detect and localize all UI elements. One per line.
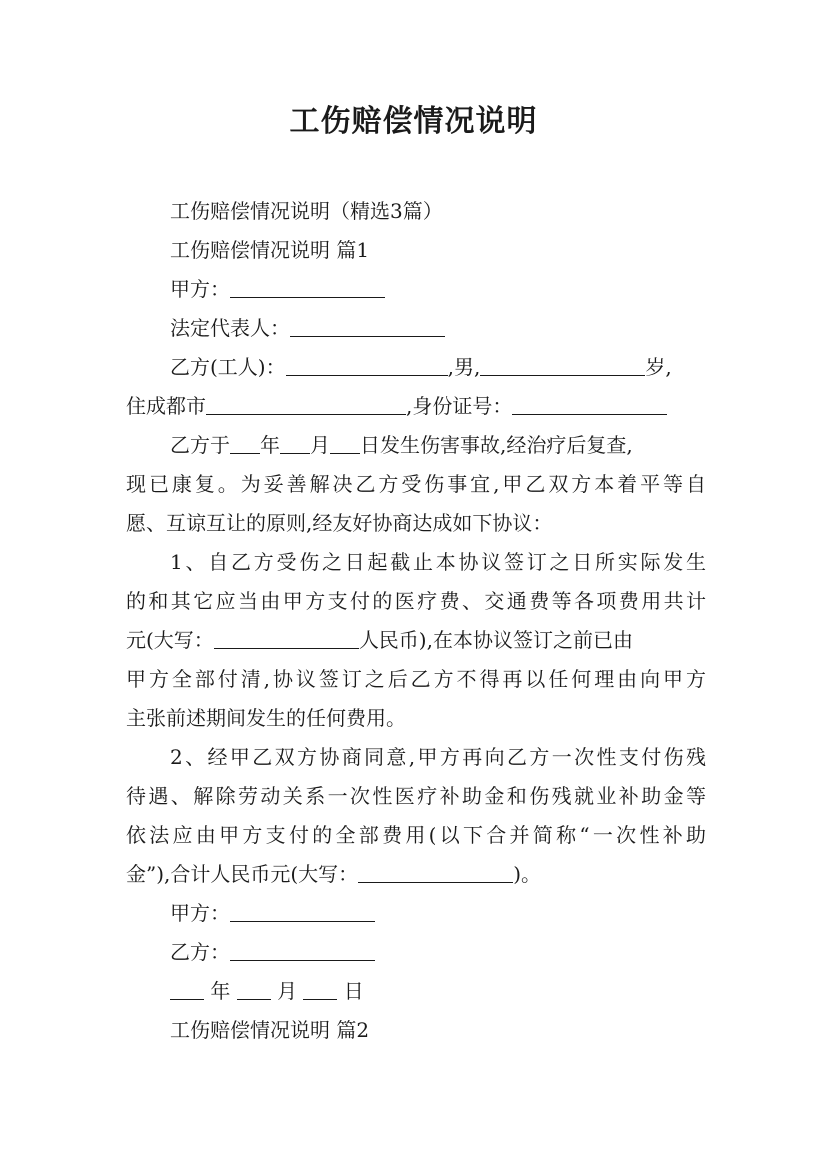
sign-party-b-blank <box>230 936 375 961</box>
date-month-blank <box>237 975 271 1000</box>
injury-line-1 <box>170 426 706 464</box>
clause2-amount-blank <box>358 858 513 883</box>
sign-party-b-label: 乙方： <box>170 940 230 964</box>
clause1-line-4: 甲方全部付清,协议签订之后乙方不得再以任何理由向甲方 <box>126 667 706 691</box>
clause2-line-3: 依法应由甲方支付的全部费用(以下合并简称“一次性补助 <box>126 823 706 847</box>
age-blank <box>480 351 645 376</box>
age-suffix: 岁, <box>645 355 672 379</box>
clause1-amount-prefix: 元(大写： <box>126 628 214 652</box>
injury-suffix: 日发生伤害事故,经治疗后复查, <box>360 433 633 457</box>
part1-heading: 工伤赔偿情况说明 篇1 <box>170 238 370 262</box>
residence-line <box>126 387 706 425</box>
legal-rep-line <box>170 309 706 347</box>
party-a-blank <box>230 273 385 298</box>
id-number-blank <box>512 390 667 415</box>
injury-line-3: 愿、互谅互让的原则,经友好协商达成如下协议： <box>126 511 553 535</box>
party-b-line <box>170 348 706 386</box>
sign-party-a-line <box>170 894 706 932</box>
party-b-name-blank <box>286 351 448 376</box>
residence-label: 住成都市 <box>126 394 206 418</box>
part2-heading: 工伤赔偿情况说明 篇2 <box>170 1018 370 1042</box>
clause2-amount-suffix: )。 <box>513 862 541 886</box>
sign-party-b-line <box>170 933 706 971</box>
date-line <box>170 972 706 1010</box>
date-year-label: 年 <box>210 979 231 1003</box>
clause2-line-1: 2、经甲乙双方协商同意,甲方再向乙方一次性支付伤残 <box>170 745 706 769</box>
injury-day-blank <box>330 429 360 454</box>
document-title: 工伤赔偿情况说明 <box>289 104 538 139</box>
clause1-line-3 <box>126 621 706 659</box>
clause2-line-4 <box>126 855 706 893</box>
party-b-worker-label: 乙方(工人)： <box>170 355 286 379</box>
date-day-label: 日 <box>343 979 364 1003</box>
date-month-label: 月 <box>277 979 298 1003</box>
sign-party-a-blank <box>230 897 375 922</box>
id-label: ,身份证号： <box>406 394 513 418</box>
date-day-blank <box>303 975 337 1000</box>
clause2-line-2: 待遇、解除劳动关系一次性医疗补助金和伤残就业补助金等 <box>126 784 706 808</box>
legal-rep-blank <box>290 312 445 337</box>
residence-blank <box>206 390 406 415</box>
clause1-line-5: 主张前述期间发生的任何费用。 <box>126 706 406 730</box>
sign-party-a-label: 甲方： <box>170 901 230 925</box>
injury-prefix: 乙方于 <box>170 433 230 457</box>
clause1-line-1: 1、自乙方受伤之日起截止本协议签订之日所实际发生 <box>170 550 706 574</box>
injury-line-2: 现已康复。为妥善解决乙方受伤事宜,甲乙双方本着平等自 <box>126 472 706 496</box>
party-a-label: 甲方： <box>170 277 230 301</box>
party-a-line <box>170 270 706 308</box>
clause1-amount-suffix: 人民币),在本协议签订之前已由 <box>358 628 633 652</box>
clause1-line-2: 的和其它应当由甲方支付的医疗费、交通费等各项费用共计 <box>126 589 706 613</box>
injury-month-label: 月 <box>310 433 330 457</box>
clause2-amount-prefix: 金”),合计人民币元(大写： <box>126 862 359 886</box>
male-text: ,男, <box>447 355 481 379</box>
legal-rep-label: 法定代表人： <box>170 316 290 340</box>
injury-month-blank <box>280 429 310 454</box>
injury-year-label: 年 <box>260 433 280 457</box>
date-year-blank <box>170 975 204 1000</box>
document-subtitle: 工伤赔偿情况说明（精选3篇） <box>170 199 443 223</box>
clause1-amount-blank <box>214 624 359 649</box>
injury-year-blank <box>230 429 260 454</box>
